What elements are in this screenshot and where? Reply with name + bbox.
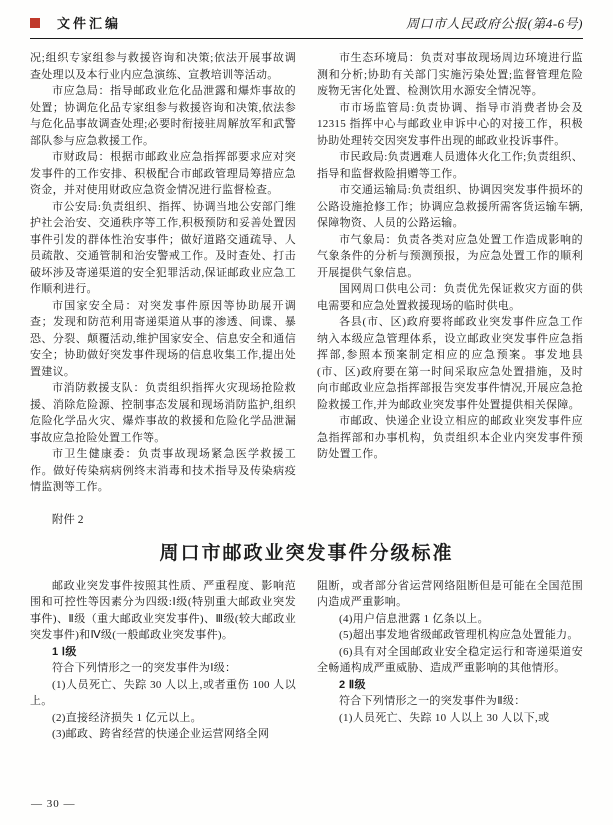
paragraph: (4)用户信息泄露 1 亿条以上。 [339,612,489,625]
paragraph: 邮政业突发事件按照其性质、严重程度、影响范围和可控性等因素分为四级:Ⅰ级(特别重大邮政业突发事件)、Ⅱ级（重大邮政业突发事件)、Ⅲ级(较大邮政业突发事件)和Ⅳ级(一般邮政业突发事件)。 [30,579,296,641]
header-left-group [30,13,121,32]
paragraph: (1)人员死亡、失踪 30 人以上,或者重伤 100 人以上。 [30,678,296,707]
paragraph: 符合下列情形之一的突发事件为Ⅱ级： [339,695,526,707]
grading-section [30,578,583,743]
responsibilities-section [30,50,583,496]
paragraph: 市生态环境局：负责对事故现场周边环境进行监测和分析;协助有关部门实施污染处置;监督管理危险废物无害化处置、检测饮用水源安全情况等。 [317,52,583,97]
grading-right-column [317,578,583,743]
paragraph: (2)直接经济损失 1 亿元以上。 [52,711,202,724]
paragraph: 市财政局：根据市邮政业应急指挥部要求应对突发事件的工作安排、积极配合市邮政管理局筹措应急资金，并对使用财政应急资金情况进行监督检查。 [30,151,296,196]
responsibilities-left-column [30,50,296,496]
paragraph: 市市场监管局:负责协调、指导市消费者协会及 12315 指挥中心与邮政业申诉中心的对接工作，积极协助处理转交因突发事件出现的邮政业投诉事件。 [317,101,583,147]
header-divider [30,38,583,39]
paragraph: (5)超出事发地省级邮政管理机构应急处置能力。 [339,629,579,641]
paragraph: 市国家安全局：对突发事件原因等协助展开调查；发现和防范利用寄递渠道从事的渗透、间谍、暴恐、分裂、颠覆活动,维护国家安全、信息安全和通信安全；协助做好突发事件现场的信息收集工作,提出处置建议。 [30,299,296,378]
paragraph: 国网周口供电公司：负责优先保证救灾方面的供电需要和应急处置救援现场的临时供电。 [317,283,583,312]
red-square-marker-icon [30,18,40,28]
attachment-label: 附件 2 [51,513,84,526]
paragraph: 市应急局：指导邮政业危化品泄露和爆炸事故的处置；协调危化品专家组参与救援咨询和决策,依法参与危化品事故调查处理;必要时衔接驻周解放军和武警部队参与应急救援工作。 [30,85,296,147]
paragraph: 2 Ⅱ级 [339,678,366,691]
gazette-title: 周口市人民政府公报(第4-6号) [406,16,583,31]
paragraph: 市交通运输局:负责组织、协调因突发事件损坏的公路设施抢修工作；协调应急救援所需客货运输车辆,保障物资、人员的公路运输。 [317,184,583,229]
paragraph: 符合下列情形之一的突发事件为Ⅰ级： [52,662,237,674]
paragraph: 阻断，或者部分省运营网络阻断但是可能在全国范围内造成严重影响。 [317,579,583,608]
paragraph: 市公安局:负责组织、指挥、协调当地公安部门维护社会治安、交通秩序等工作,积极预防和妥善处置因事件引发的群体性治安事件；做好道路交通疏导、人员疏散、交通管制和治安警戒工作。及时查处、打击破坏涉及寄递渠道的安全犯罪活动,保证邮政业应急工作顺利进行。 [30,200,296,295]
page-number: — 30 — [31,798,76,810]
grading-left-column [30,578,296,743]
paragraph: 市卫生健康委：负责事故现场紧急医学救援工作。做好传染病病例终末消毒和技术指导及传染病疫情监测等工作。 [30,448,296,493]
paragraph: 市气象局：负责各类对应急处置工作造成影响的气象条件的分析与预测预报，为应急处置工作的顺利开展提供气象信息。 [317,233,583,279]
paragraph: (1)人员死亡、失踪 10 人以上 30 人以下,或 [339,711,550,724]
paragraph: 市邮政、快递企业设立相应的邮政业突发事件应急指挥部和办事机构，负责组织本企业内突发事件预防处置工作。 [317,415,583,460]
document-title: 周口市邮政业突发事件分级标准 [159,542,454,564]
page-header [30,13,583,32]
section-label: 文件汇编 [57,16,122,31]
paragraph: 市消防救援支队：负责组织指挥火灾现场抢险救援、消除危险源、控制事态发展和现场消防监护,组织危险化学品火灾、爆炸事故的救援和危险化学品泄漏事故应急抢险处置工作等。 [30,382,296,444]
responsibilities-right-column [317,50,583,496]
paragraph: 各县(市、区)政府要将邮政业突发事件应急工作纳入本级应急管理体系，设立邮政业突发事件应急指挥部,参照本预案制定相应的应急预案。事发地县(市、区)政府要在第一时间采取应急处置措施，及时向市邮政业应急指挥部报告突发事件情况,开展应急抢险救援工作,并为邮政业突发事件处置提供相关保障。 [317,316,583,411]
paragraph: 1 Ⅰ级 [52,645,77,658]
paragraph: (3)邮政、跨省经营的快递企业运营网络全网 [52,728,270,740]
paragraph: (6)具有对全国邮政业安全稳定运行和寄递渠道安全畅通构成严重威胁、造成严重影响的其他情形。 [317,645,583,674]
paragraph: 况;组织专家组参与救援咨询和决策;依法开展事故调查处理以及本行业内应急演练、宣教培训等活动。 [30,52,296,81]
paragraph: 市民政局:负责遇难人员遗体火化工作;负责组织、指导和监督救险捐赠等工作。 [317,151,584,180]
